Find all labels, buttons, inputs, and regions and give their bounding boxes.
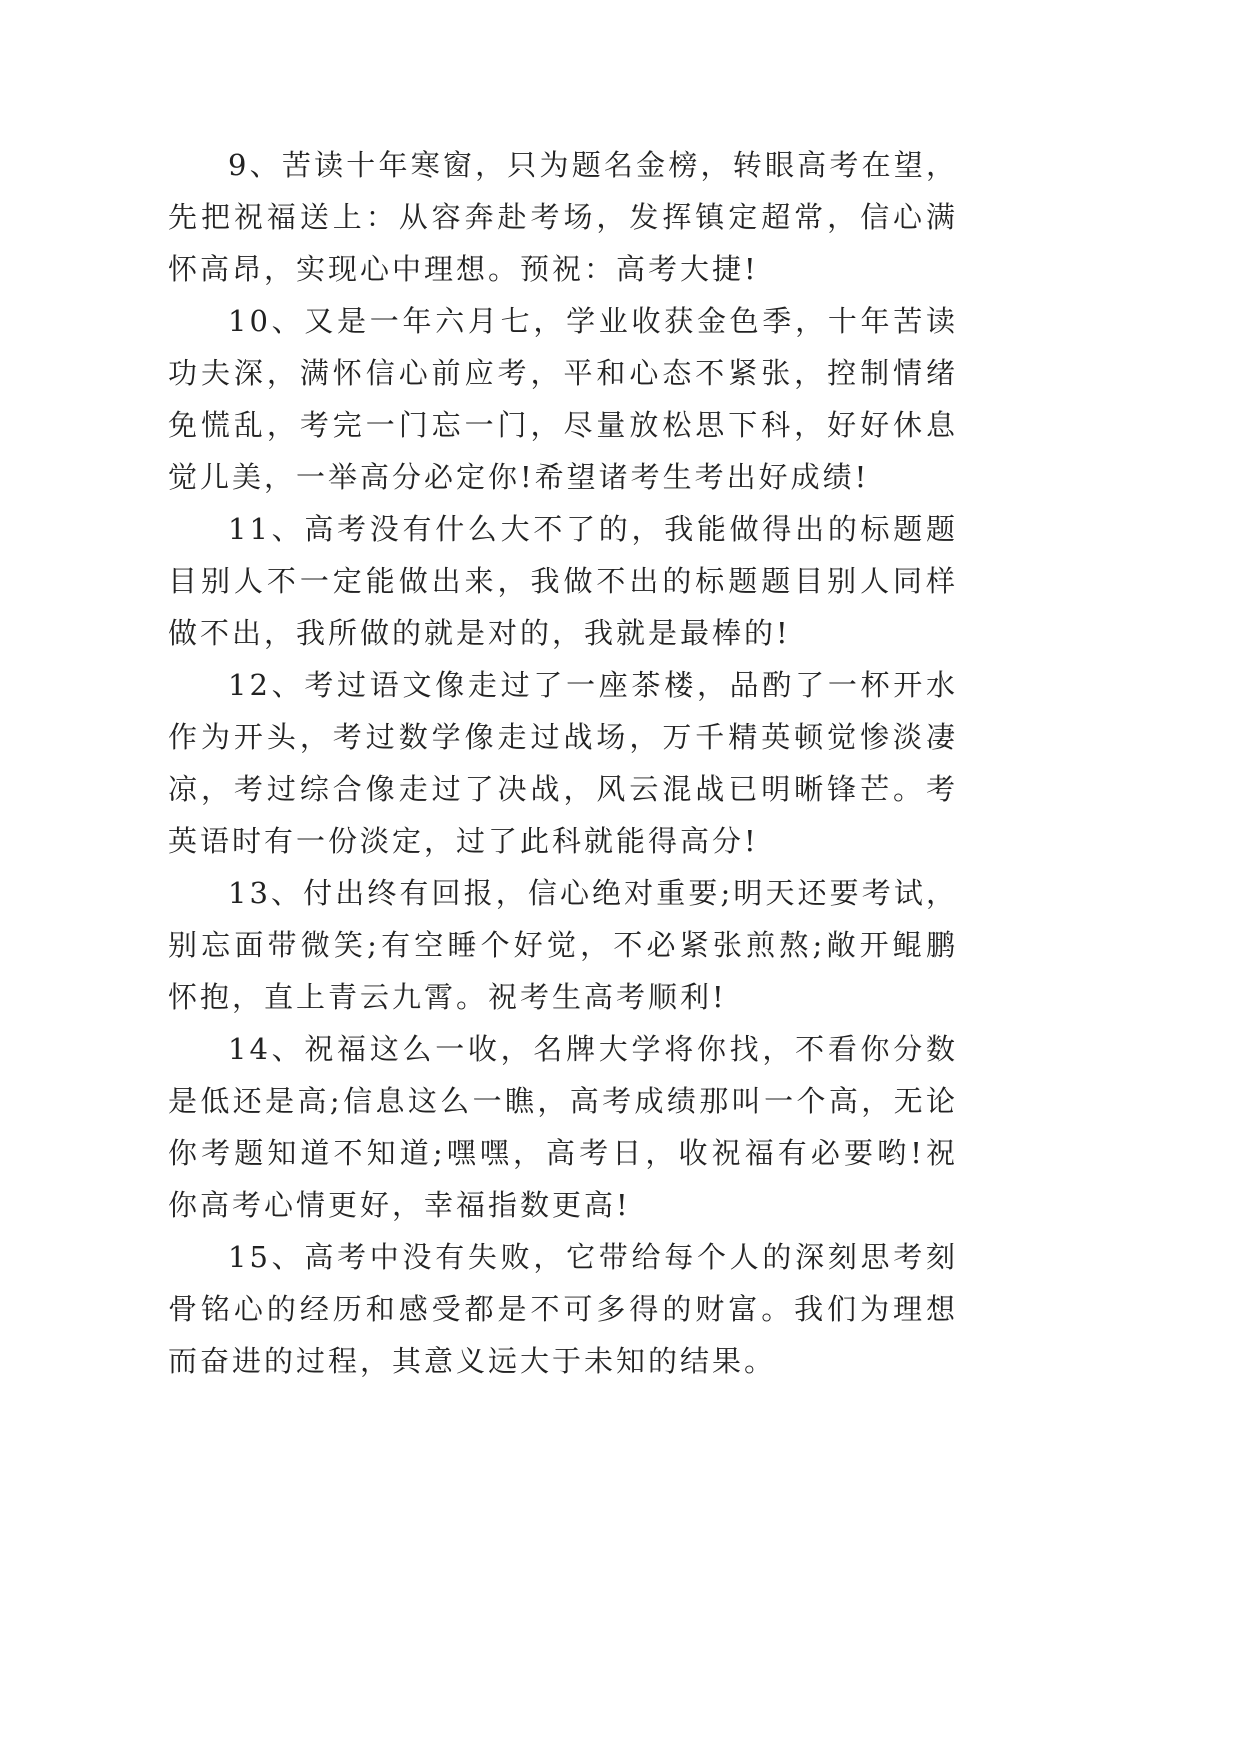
paragraph-9: 9、苦读十年寒窗，只为题名金榜，转眼高考在望，先把祝福送上：从容奔赴考场，发挥镇定超常，信心满怀高昂，实现心中理想。预祝：高考大捷! — [168, 148, 958, 286]
paragraph-13: 13、付出终有回报，信心绝对重要;明天还要考试，别忘面带微笑;有空睡个好觉，不必紧张煎熬;敞开鲲鹏怀抱，直上青云九霄。祝考生高考顺利! — [168, 876, 958, 1014]
document-body — [168, 139, 958, 1387]
paragraph-15: 15、高考中没有失败，它带给每个人的深刻思考刻骨铭心的经历和感受都是不可多得的财富。我们为理想而奋进的过程，其意义远大于未知的结果。 — [168, 1240, 958, 1378]
paragraph-12: 12、考过语文像走过了一座茶楼，品酌了一杯开水作为开头，考过数学像走过战场，万千精英顿觉惨淡凄凉，考过综合像走过了决战，风云混战已明晰锋芒。考英语时有一份淡定，过了此科就能得高分! — [168, 668, 958, 858]
paragraph-11: 11、高考没有什么大不了的，我能做得出的标题题目别人不一定能做出来，我做不出的标题题目别人同样做不出，我所做的就是对的，我就是最棒的! — [168, 512, 958, 650]
paragraph-14: 14、祝福这么一收，名牌大学将你找，不看你分数是低还是高;信息这么一瞧，高考成绩那叫一个高，无论你考题知道不知道;嘿嘿，高考日，收祝福有必要哟!祝你高考心情更好，幸福指数更高! — [168, 1032, 958, 1222]
paragraph-10: 10、又是一年六月七，学业收获金色季，十年苦读功夫深，满怀信心前应考，平和心态不紧张，控制情绪免慌乱，考完一门忘一门，尽量放松思下科，好好休息觉儿美，一举高分必定你!希望诸考生考出好成绩! — [168, 304, 958, 494]
